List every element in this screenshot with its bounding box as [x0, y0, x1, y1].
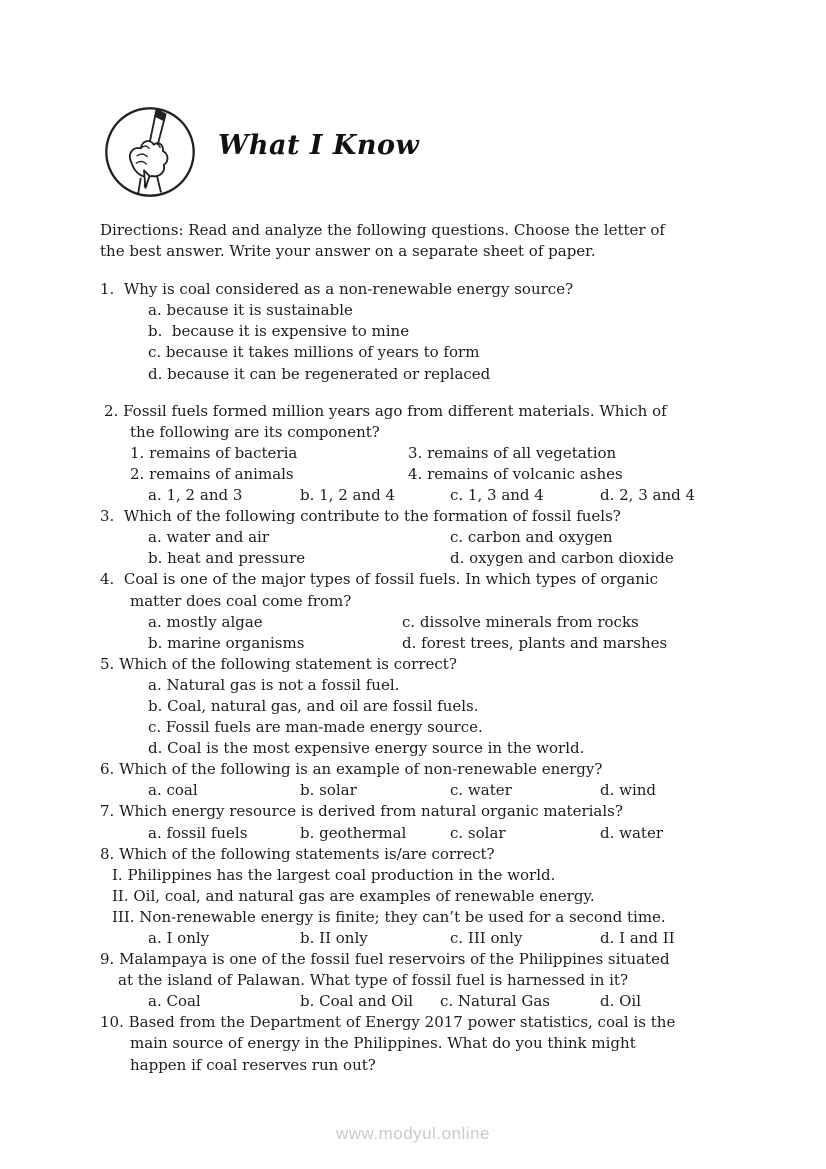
- q5-choice-b: [100, 696, 756, 717]
- question-text: 4. Coal is one of the major types of fossil fuels. In which types of organic: [100, 570, 659, 589]
- page-title: What I Know: [218, 130, 420, 161]
- q10-stem-line-1: [100, 1012, 756, 1033]
- q2-stem-line-1: [100, 401, 756, 422]
- q8-statement-3: [100, 907, 756, 928]
- choice-c: c. dissolve minerals from rocks: [402, 612, 639, 631]
- question-text: 9. Malampaya is one of the fossil fuel reservoirs of the Philippines situated: [100, 950, 670, 969]
- statement-text: II. Oil, coal, and natural gas are examples of renewable energy.: [112, 886, 595, 905]
- q10-stem-line-3: [100, 1055, 756, 1076]
- q2-stem-line-2: [100, 422, 756, 443]
- choice-text: d. because it can be regenerated or replaced: [148, 364, 491, 383]
- choice-b: b. 1, 2 and 4: [300, 486, 396, 505]
- choice-a: a. mostly algae: [148, 612, 263, 631]
- choice-b: b. marine organisms: [148, 633, 305, 652]
- hand-pencil-icon: [104, 106, 196, 198]
- choice-a: a. 1, 2 and 3: [148, 486, 243, 505]
- choice-text: d. Coal is the most expensive energy source in the world.: [148, 739, 585, 758]
- q6-choices-row: [100, 780, 756, 801]
- question-text: 8. Which of the following statements is/are correct?: [100, 844, 495, 863]
- q1-choice-a: [100, 300, 756, 321]
- choice-d: d. I and II: [600, 929, 675, 947]
- q9-stem-line-1: [100, 949, 756, 970]
- q2-items-row-2: [100, 464, 756, 485]
- question-text: 5. Which of the following statement is correct?: [100, 654, 457, 673]
- question-text: happen if coal reserves run out?: [130, 1055, 376, 1074]
- q10-stem-line-2: [100, 1033, 756, 1054]
- q4-choices-row-2: [100, 633, 756, 654]
- what-i-know-icon: [104, 106, 196, 198]
- statement-text: III. Non-renewable energy is finite; they can’t be used for a second time.: [112, 907, 666, 926]
- question-text: matter does coal come from?: [130, 591, 352, 610]
- choice-text: a. because it is sustainable: [148, 301, 353, 320]
- q4-stem-line-1: [100, 569, 756, 590]
- question-text: 3. Which of the following contribute to the formation of fossil fuels?: [100, 507, 621, 526]
- choice-d: d. forest trees, plants and marshes: [402, 633, 668, 652]
- choice-text: b. Coal, natural gas, and oil are fossil fuels.: [148, 696, 479, 715]
- q8-statement-2: [100, 886, 756, 907]
- question-text: the following are its component?: [130, 422, 380, 441]
- choice-b: b. Coal and Oil: [300, 992, 414, 1011]
- choice-d: d. oxygen and carbon dioxide: [450, 549, 674, 568]
- statement-text: I. Philippines has the largest coal production in the world.: [112, 865, 556, 884]
- choice-d: d. water: [600, 823, 663, 842]
- q3-choices-row-2: [100, 548, 756, 569]
- question-text: 6. Which of the following is an example of non-renewable energy?: [100, 760, 603, 779]
- q5-choice-d: [100, 738, 756, 759]
- choice-d: d. wind: [600, 781, 657, 800]
- choice-c: c. solar: [450, 823, 506, 842]
- watermark: [0, 1124, 826, 1144]
- choice-c: c. III only: [450, 929, 523, 947]
- spacer: [100, 262, 756, 279]
- choice-a: a. Coal: [148, 992, 201, 1011]
- q1-stem: [100, 279, 756, 300]
- quiz-body: [100, 220, 756, 1076]
- spacer: [100, 385, 756, 401]
- q2-choices-row: [100, 485, 756, 506]
- question-text: 7. Which energy resource is derived from natural organic materials?: [100, 802, 623, 821]
- q8-statement-1: [100, 865, 756, 886]
- choice-b: b. geothermal: [300, 823, 407, 842]
- q1-choice-c: [100, 342, 756, 363]
- choice-text: a. Natural gas is not a fossil fuel.: [148, 675, 400, 694]
- choice-b: b. solar: [300, 781, 357, 800]
- q5-stem: [100, 654, 756, 675]
- choice-c: c. Natural Gas: [440, 992, 550, 1011]
- question-text: 2. Fossil fuels formed million years ago from different materials. Which of: [104, 401, 667, 420]
- choice-d: d. 2, 3 and 4: [600, 486, 696, 505]
- choice-text: b. because it is expensive to mine: [148, 322, 410, 341]
- watermark-text: www.modyul.online: [335, 1124, 490, 1143]
- q4-stem-line-2: [100, 591, 756, 612]
- choice-d: d. Oil: [600, 992, 642, 1011]
- choice-c: c. 1, 3 and 4: [450, 486, 544, 505]
- question-text: 10. Based from the Department of Energy 2017 power statistics, coal is the: [100, 1013, 676, 1032]
- choice-b: b. heat and pressure: [148, 549, 306, 568]
- choice-text: c. because it takes millions of years to form: [148, 343, 480, 362]
- q7-choices-row: [100, 823, 756, 844]
- directions-text: the best answer. Write your answer on a separate sheet of paper.: [100, 242, 596, 261]
- question-text: main source of energy in the Philippines. What do you think might: [130, 1034, 636, 1053]
- choice-text: c. Fossil fuels are man-made energy source.: [148, 718, 483, 737]
- item-2: 2. remains of animals: [130, 464, 294, 483]
- q2-items-row-1: [100, 443, 756, 464]
- item-4: 4. remains of volcanic ashes: [408, 464, 623, 483]
- choice-a: a. fossil fuels: [148, 823, 248, 842]
- choice-c: c. water: [450, 781, 512, 800]
- q8-choices-row: [100, 928, 756, 949]
- choice-a: a. I only: [148, 929, 210, 947]
- q5-choice-a: [100, 675, 756, 696]
- q8-stem: [100, 844, 756, 865]
- directions-line-1: [100, 220, 756, 241]
- q1-choice-b: [100, 321, 756, 342]
- q6-stem: [100, 759, 756, 780]
- q5-choice-c: [100, 717, 756, 738]
- q1-choice-d: [100, 364, 756, 385]
- choice-c: c. carbon and oxygen: [450, 528, 613, 547]
- q4-choices-row-1: [100, 612, 756, 633]
- q9-choices-row: [100, 991, 756, 1012]
- directions-text: Directions: Read and analyze the following questions. Choose the letter of: [100, 221, 665, 239]
- directions-line-2: [100, 241, 756, 262]
- item-3: 3. remains of all vegetation: [408, 443, 617, 462]
- q7-stem: [100, 801, 756, 822]
- choice-b: b. II only: [300, 929, 368, 947]
- q9-stem-line-2: [100, 970, 756, 991]
- question-text: 1. Why is coal considered as a non-renewable energy source?: [100, 280, 574, 299]
- q3-stem: [100, 506, 756, 527]
- choice-a: a. water and air: [148, 528, 269, 547]
- question-text: at the island of Palawan. What type of fossil fuel is harnessed in it?: [118, 971, 628, 990]
- item-1: 1. remains of bacteria: [130, 443, 298, 462]
- choice-a: a. coal: [148, 781, 198, 800]
- q3-choices-row-1: [100, 527, 756, 548]
